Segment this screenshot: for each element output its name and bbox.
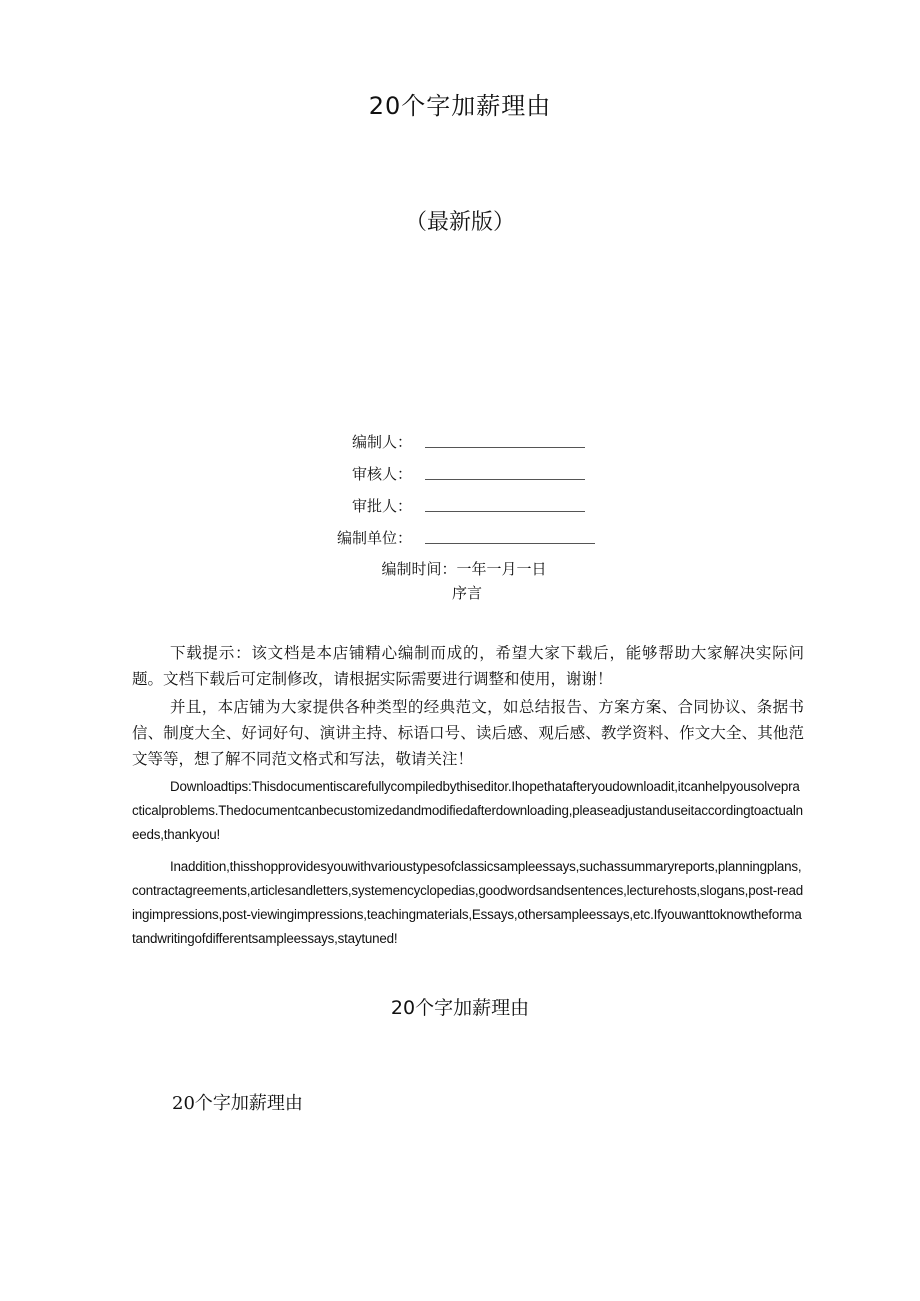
unit-label: 编制单位： [336, 529, 412, 547]
unit-blank-line [425, 543, 595, 544]
reviewer-label: 审核人： [351, 465, 412, 483]
approver-label: 审批人： [351, 497, 412, 515]
body-heading: 20个字加薪理由 [172, 1093, 303, 1114]
approver-blank-line [425, 511, 585, 512]
editor-blank-line [425, 447, 585, 448]
shop-intro-paragraph-cn: 并且，本店铺为大家提供各种类型的经典范文，如总结报告、方案方案、合同协议、条据书信、制度大全、好词好句、演讲主持、标语口号、读后感、观后感、教学资料、作文大全、其他范文等等，想了解不同范文格式和写法，敬请关注！ [132, 698, 804, 768]
document-subtitle: （最新版） [404, 210, 515, 235]
section-title: 20个字加薪理由 [390, 997, 530, 1019]
editor-label: 编制人： [351, 433, 412, 451]
download-tip-paragraph-en: Downloadtips:Thisdocumentiscarefullycompiledbythiseditor.Ihopethatafteryoudownloadit,itcanhelpyousolvepracticalproblems.Thedocumentcanbecustomizedandmodifiedafterdownloading,pleaseadjustanduseitaccordingtoactualneeds,thankyou! [132, 779, 803, 842]
download-tip-paragraph-cn: 下载提示：该文档是本店铺精心编制而成的，希望大家下载后，能够帮助大家解决实际问题。文档下载后可定制修改，请根据实际需要进行调整和使用，谢谢！ [132, 644, 804, 688]
reviewer-blank-line [425, 479, 585, 480]
preface-heading: 序言 [451, 584, 482, 602]
reviewer-row [0, 463, 920, 487]
editor-row [0, 431, 920, 455]
unit-row [0, 527, 920, 551]
document-title: 20个字加薪理由 [368, 92, 552, 120]
compile-time: 编制时间：一年一月一日 [381, 560, 547, 578]
approver-row [0, 495, 920, 519]
shop-intro-paragraph-en: Inaddition,thisshopprovidesyouwithvarioustypesofclassicsampleessays,suchassummaryreports,planningplans,contractagreements,articlesandletters,systemencyclopedias,goodwordsandsentences,lecturehosts,slogans,post-readingimpressions,post-viewingimpressions,teachingmaterials,Essays,othersampleessays,etc.Ifyouwanttoknowtheformatandwritingofdifferentsampleessays,staytuned! [132, 859, 803, 946]
